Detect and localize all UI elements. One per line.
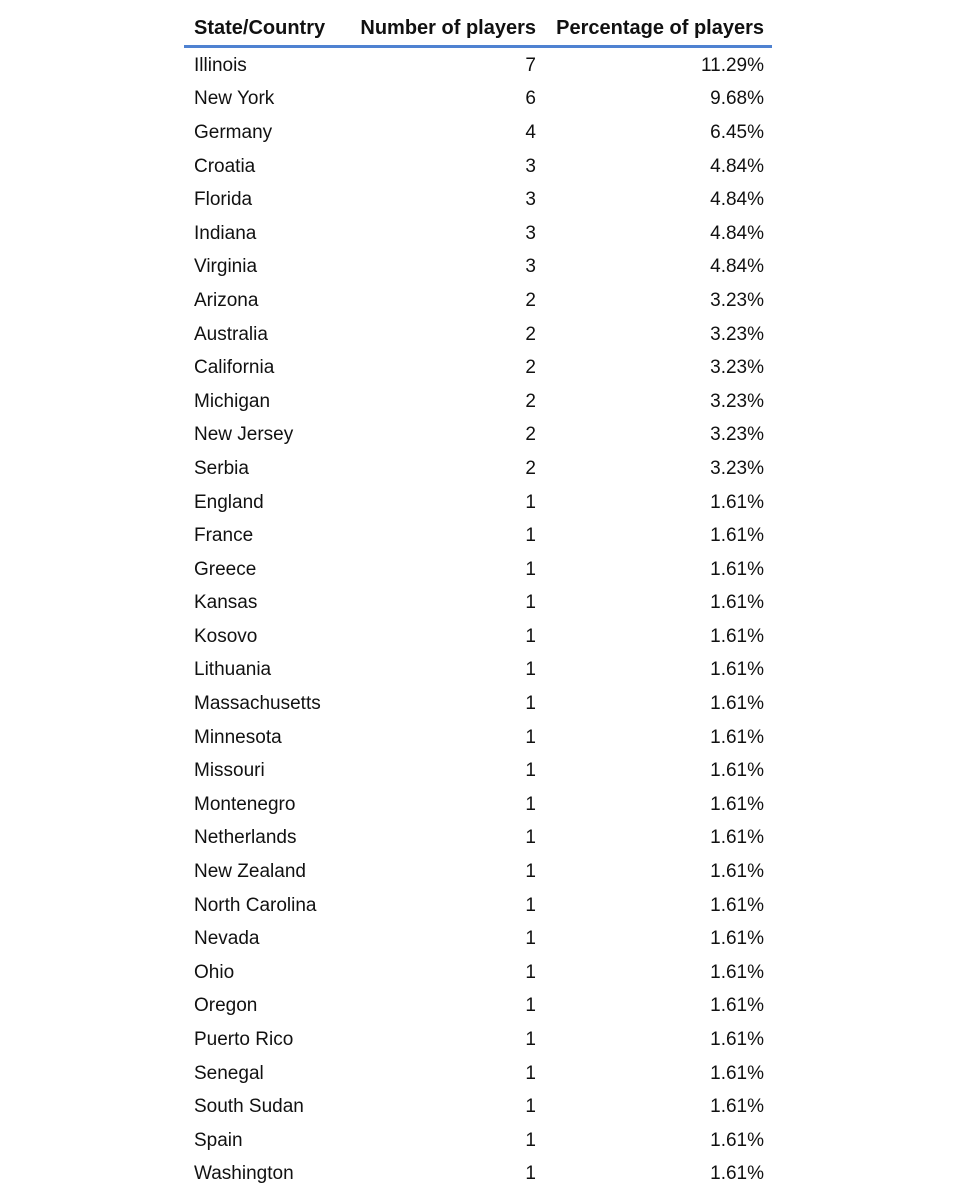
cell-state-country: Minnesota [194, 726, 282, 748]
cell-percentage-of-players: 6.45% [710, 121, 764, 143]
table-header [184, 12, 772, 48]
cell-state-country: Virginia [194, 256, 258, 278]
table-row [184, 654, 772, 688]
cell-state-country: Serbia [194, 457, 249, 479]
cell-percentage-of-players: 1.61% [710, 827, 764, 849]
cell-state-country: Florida [194, 189, 253, 211]
table-row [184, 587, 772, 621]
cell-percentage-of-players: 1.61% [710, 558, 764, 580]
cell-percentage-of-players: 3.23% [710, 289, 764, 311]
table-row [184, 788, 772, 822]
players-table [184, 12, 772, 1191]
table-row [184, 990, 772, 1024]
cell-state-country: New York [194, 88, 275, 110]
cell-state-country: Arizona [194, 289, 259, 311]
table-row [184, 687, 772, 721]
cell-state-country: New Zealand [194, 861, 306, 883]
cell-number-of-players: 1 [525, 995, 536, 1017]
cell-number-of-players: 2 [525, 457, 536, 479]
cell-number-of-players: 3 [525, 256, 536, 278]
cell-number-of-players: 1 [525, 760, 536, 782]
table-row [184, 217, 772, 251]
cell-percentage-of-players: 9.68% [710, 88, 764, 110]
cell-percentage-of-players: 1.61% [710, 1163, 764, 1185]
cell-state-country: Oregon [194, 995, 258, 1017]
cell-percentage-of-players: 1.61% [710, 659, 764, 681]
cell-percentage-of-players: 3.23% [710, 424, 764, 446]
table-row [184, 889, 772, 923]
table-row [184, 116, 772, 150]
cell-state-country: Greece [194, 558, 257, 580]
cell-number-of-players: 1 [525, 726, 536, 748]
cell-number-of-players: 1 [525, 894, 536, 916]
cell-number-of-players: 1 [525, 827, 536, 849]
cell-percentage-of-players: 3.23% [710, 390, 764, 412]
cell-number-of-players: 3 [525, 222, 536, 244]
cell-percentage-of-players: 1.61% [710, 995, 764, 1017]
cell-state-country: Croatia [194, 155, 256, 177]
cell-state-country: Kansas [194, 592, 258, 614]
cell-state-country: Australia [194, 323, 268, 345]
cell-percentage-of-players: 1.61% [710, 928, 764, 950]
table-row [184, 351, 772, 385]
cell-percentage-of-players: 1.61% [710, 894, 764, 916]
cell-percentage-of-players: 1.61% [710, 861, 764, 883]
cell-percentage-of-players: 1.61% [710, 1129, 764, 1151]
cell-number-of-players: 1 [525, 793, 536, 815]
table-row [184, 822, 772, 856]
cell-number-of-players: 1 [525, 525, 536, 547]
cell-number-of-players: 1 [525, 1062, 536, 1084]
cell-number-of-players: 1 [525, 928, 536, 950]
cell-number-of-players: 2 [525, 289, 536, 311]
table-row [184, 452, 772, 486]
cell-number-of-players: 1 [525, 693, 536, 715]
cell-number-of-players: 1 [525, 1096, 536, 1118]
cell-percentage-of-players: 1.61% [710, 625, 764, 647]
cell-percentage-of-players: 1.61% [710, 961, 764, 983]
cell-number-of-players: 1 [525, 625, 536, 647]
cell-number-of-players: 1 [525, 1129, 536, 1151]
cell-state-country: Senegal [194, 1062, 264, 1084]
table-row [184, 922, 772, 956]
cell-state-country: Massachusetts [194, 693, 321, 715]
cell-state-country: Spain [194, 1129, 243, 1151]
table-row [184, 318, 772, 352]
cell-percentage-of-players: 1.61% [710, 592, 764, 614]
cell-number-of-players: 7 [525, 54, 536, 76]
cell-percentage-of-players: 3.23% [710, 323, 764, 345]
cell-state-country: Michigan [194, 390, 271, 412]
cell-percentage-of-players: 3.23% [710, 457, 764, 479]
table-row [184, 49, 772, 83]
table-row [184, 1158, 772, 1192]
cell-percentage-of-players: 1.61% [710, 793, 764, 815]
table-row [184, 553, 772, 587]
cell-number-of-players: 4 [525, 121, 536, 143]
cell-percentage-of-players: 4.84% [710, 189, 764, 211]
cell-percentage-of-players: 4.84% [710, 222, 764, 244]
cell-state-country: California [194, 357, 275, 379]
cell-state-country: England [194, 491, 264, 513]
cell-percentage-of-players: 4.84% [710, 256, 764, 278]
cell-percentage-of-players: 1.61% [710, 726, 764, 748]
table-row [184, 251, 772, 285]
cell-percentage-of-players: 1.61% [710, 1096, 764, 1118]
cell-number-of-players: 1 [525, 592, 536, 614]
cell-percentage-of-players: 4.84% [710, 155, 764, 177]
cell-state-country: Ohio [194, 961, 235, 983]
cell-number-of-players: 2 [525, 390, 536, 412]
cell-state-country: France [194, 525, 254, 547]
cell-percentage-of-players: 1.61% [710, 1029, 764, 1051]
cell-percentage-of-players: 11.29% [700, 54, 764, 76]
table-row [184, 150, 772, 184]
cell-number-of-players: 1 [525, 861, 536, 883]
cell-state-country: Netherlands [194, 827, 297, 849]
table-row [184, 855, 772, 889]
table-row [184, 620, 772, 654]
cell-percentage-of-players: 1.61% [710, 491, 764, 513]
table-row [184, 486, 772, 520]
table-row [184, 1124, 772, 1158]
cell-number-of-players: 1 [525, 1163, 536, 1185]
cell-state-country: Washington [194, 1163, 294, 1185]
header-state-country: State/Country [194, 17, 326, 39]
header-percentage-of-players: Percentage of players [556, 17, 764, 39]
table-row [184, 1023, 772, 1057]
cell-percentage-of-players: 1.61% [710, 525, 764, 547]
table-row [184, 419, 772, 453]
cell-state-country: Missouri [194, 760, 265, 782]
cell-state-country: Puerto Rico [194, 1029, 294, 1051]
cell-number-of-players: 6 [525, 88, 536, 110]
cell-state-country: Nevada [194, 928, 260, 950]
cell-number-of-players: 1 [525, 558, 536, 580]
cell-percentage-of-players: 3.23% [710, 357, 764, 379]
cell-number-of-players: 1 [525, 491, 536, 513]
header-number-of-players: Number of players [360, 17, 536, 39]
cell-state-country: North Carolina [194, 894, 317, 916]
cell-state-country: Indiana [194, 222, 257, 244]
cell-percentage-of-players: 1.61% [710, 693, 764, 715]
table-row [184, 1090, 772, 1124]
cell-number-of-players: 3 [525, 155, 536, 177]
cell-number-of-players: 3 [525, 189, 536, 211]
cell-number-of-players: 1 [525, 961, 536, 983]
table-row [184, 385, 772, 419]
cell-state-country: New Jersey [194, 424, 294, 446]
cell-number-of-players: 2 [525, 323, 536, 345]
cell-percentage-of-players: 1.61% [710, 760, 764, 782]
table-row [184, 519, 772, 553]
table-row [184, 754, 772, 788]
cell-number-of-players: 1 [525, 659, 536, 681]
table-row [184, 83, 772, 117]
table-body [184, 48, 772, 1191]
table-row [184, 183, 772, 217]
table-row [184, 284, 772, 318]
cell-state-country: South Sudan [194, 1096, 304, 1118]
cell-state-country: Kosovo [194, 625, 258, 647]
cell-number-of-players: 2 [525, 424, 536, 446]
cell-state-country: Illinois [194, 54, 247, 76]
cell-state-country: Lithuania [194, 659, 272, 681]
table-row [184, 1057, 772, 1091]
table-row [184, 956, 772, 990]
table-row [184, 721, 772, 755]
cell-state-country: Montenegro [194, 793, 296, 815]
cell-number-of-players: 1 [525, 1029, 536, 1051]
cell-number-of-players: 2 [525, 357, 536, 379]
cell-state-country: Germany [194, 121, 273, 143]
cell-percentage-of-players: 1.61% [710, 1062, 764, 1084]
